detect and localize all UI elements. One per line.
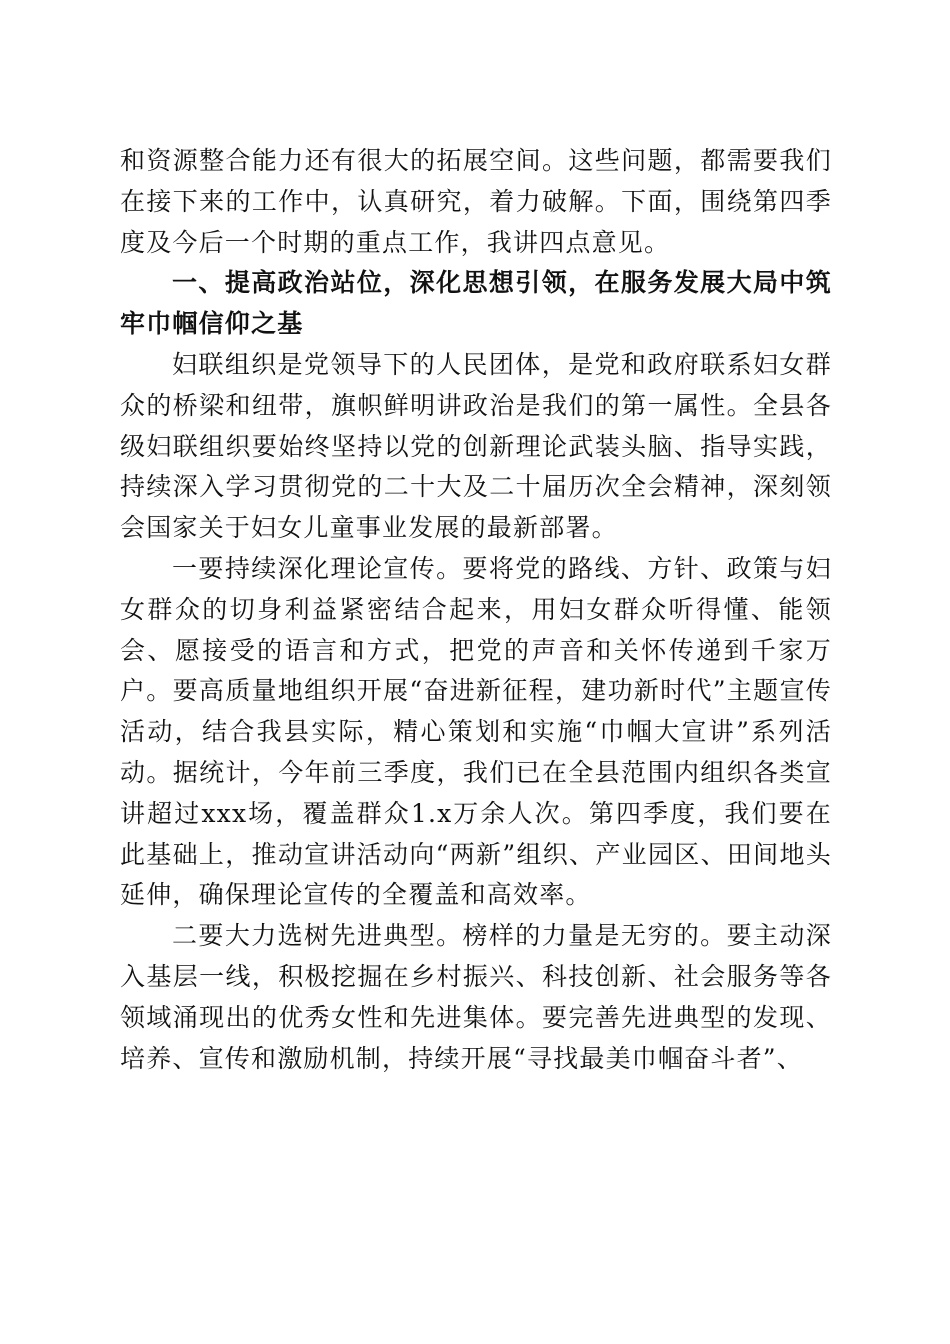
section-heading-1: 一、提高政治站位，深化思想引领，在服务发展大局中筑牢巾帼信仰之基 — [120, 268, 832, 339]
paragraph-theory-promotion: 一要持续深化理论宣传。要将党的路线、方针、政策与妇女群众的切身利益紧密结合起来，用妇女群众听得懂、能领会、愿接受的语言和方式，把党的声音和关怀传递到千家万户。要高质量地组织开展“奋进新征程，建功新时代”主题宣传活动，结合我县实际，精心策划和实施“巾帼大宣讲”系列活动。据统计，今年前三季度，我们已在全县范围内组织各类宣讲超过xxx场，覆盖群众1.x万余人次。第四季度，我们要在此基础上，推动宣讲活动向“两新”组织、产业园区、田间地头延伸，确保理论宣传的全覆盖和高效率。 — [120, 553, 832, 910]
paragraph-role-models: 二要大力选树先进典型。榜样的力量是无穷的。要主动深入基层一线，积极挖掘在乡村振兴、科技创新、社会服务等各领域涌现出的优秀女性和先进集体。要完善先进典型的发现、培养、宣传和激励机制，持续开展“寻找最美巾帼奋斗者”、 — [120, 921, 832, 1073]
paragraph-intro-continuation: 和资源整合能力还有很大的拓展空间。这些问题，都需要我们在接下来的工作中，认真研究，着力破解。下面，围绕第四季度及今后一个时期的重点工作，我讲四点意见。 — [120, 146, 832, 257]
paragraph-political-attribute: 妇联组织是党领导下的人民团体，是党和政府联系妇女群众的桥梁和纽带，旗帜鲜明讲政治是我们的第一属性。全县各级妇联组织要始终坚持以党的创新理论武装头脑、指导实践，持续深入学习贯彻党的二十大及二十届历次全会精神，深刻领会国家关于妇女儿童事业发展的最新部署。 — [120, 349, 832, 543]
document-body — [120, 141, 832, 1079]
